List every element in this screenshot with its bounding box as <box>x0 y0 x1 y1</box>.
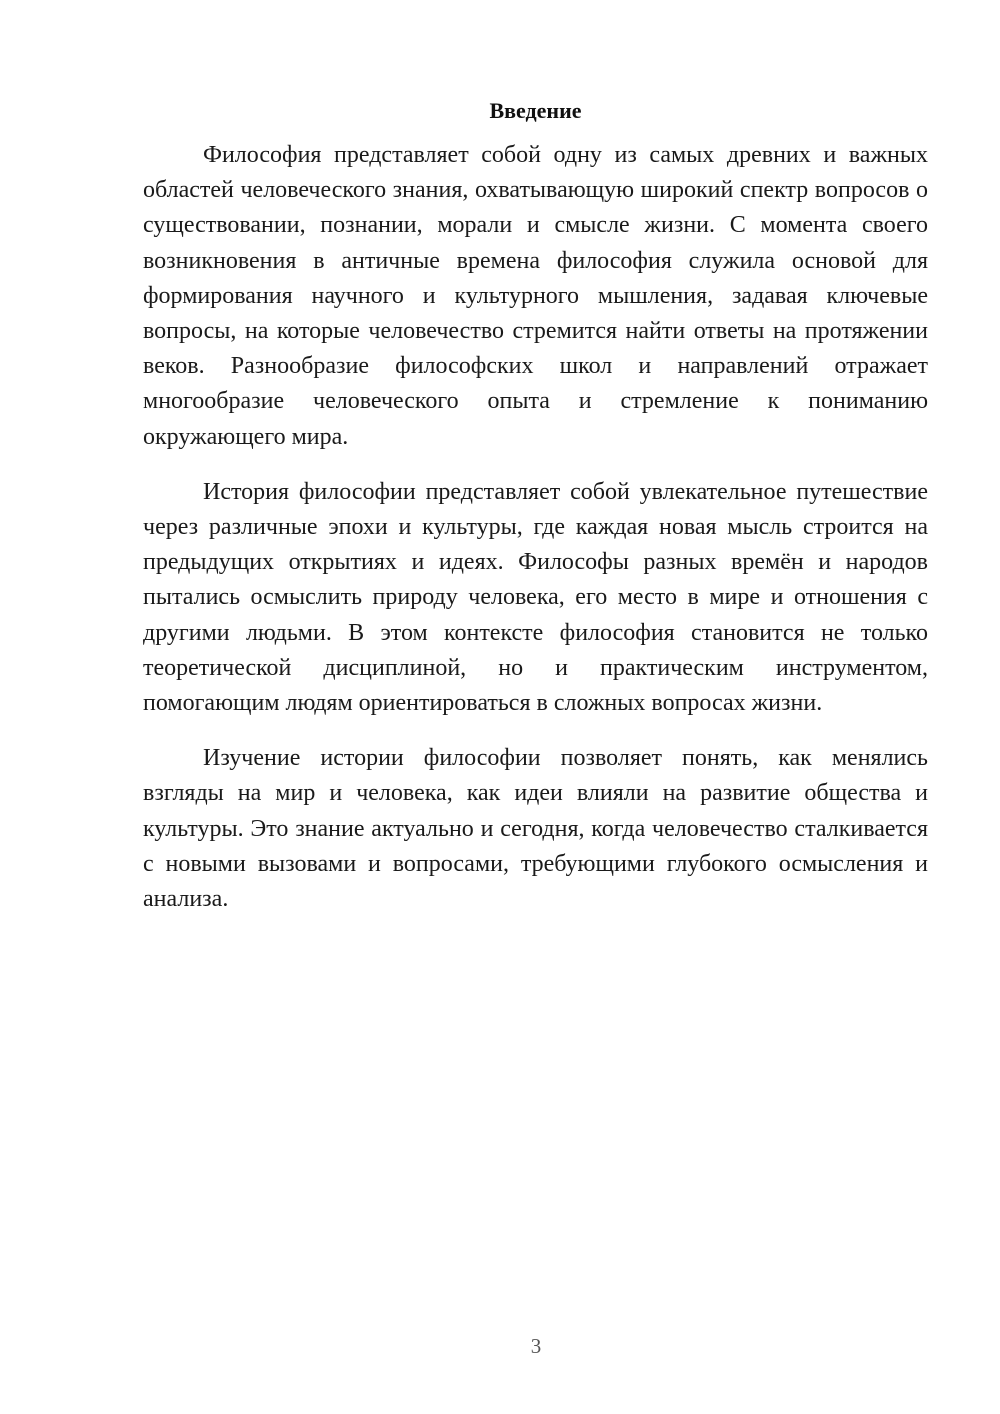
paragraph-2: История философии представляет собой увлекательное путешествие через различные эпохи и культуры, где каждая новая мысль строится на предыдущих открытиях и идеях. Философы разных времён и народов пытались осмыслить природу человека, его место в мире и отношения с другими людьми. В этом контексте философия становится не только теоретической дисциплиной, но и практическим инструментом, помогающим людям ориентироваться в сложных вопросах жизни. <box>143 478 928 717</box>
section-heading: Введение <box>489 98 582 123</box>
page-body <box>143 96 928 937</box>
paragraph-1: Философия представляет собой одну из самых древних и важных областей человеческого знания, охватывающую широкий спектр вопросов о существовании, познании, морали и смысле жизни. С момента своего возникновения в античные времена философия служила основой для формирования научного и культурного мышления, задавая ключевые вопросы, на которые человечество стремится найти ответы на протяжении веков. Разнообразие философских школ и направлений отражает многообразие человеческого опыта и стремление к пониманию окружающего мира. <box>143 142 928 450</box>
paragraph-3: Изучение истории философии позволяет понять, как менялись взгляды на мир и человека, как идеи влияли на развитие общества и культуры. Это знание актуально и сегодня, когда человечество сталкивается с новыми вызовами и вопросами, требующими глубокого осмысления и анализа. <box>143 745 928 913</box>
page-number: 3 <box>530 1334 542 1358</box>
